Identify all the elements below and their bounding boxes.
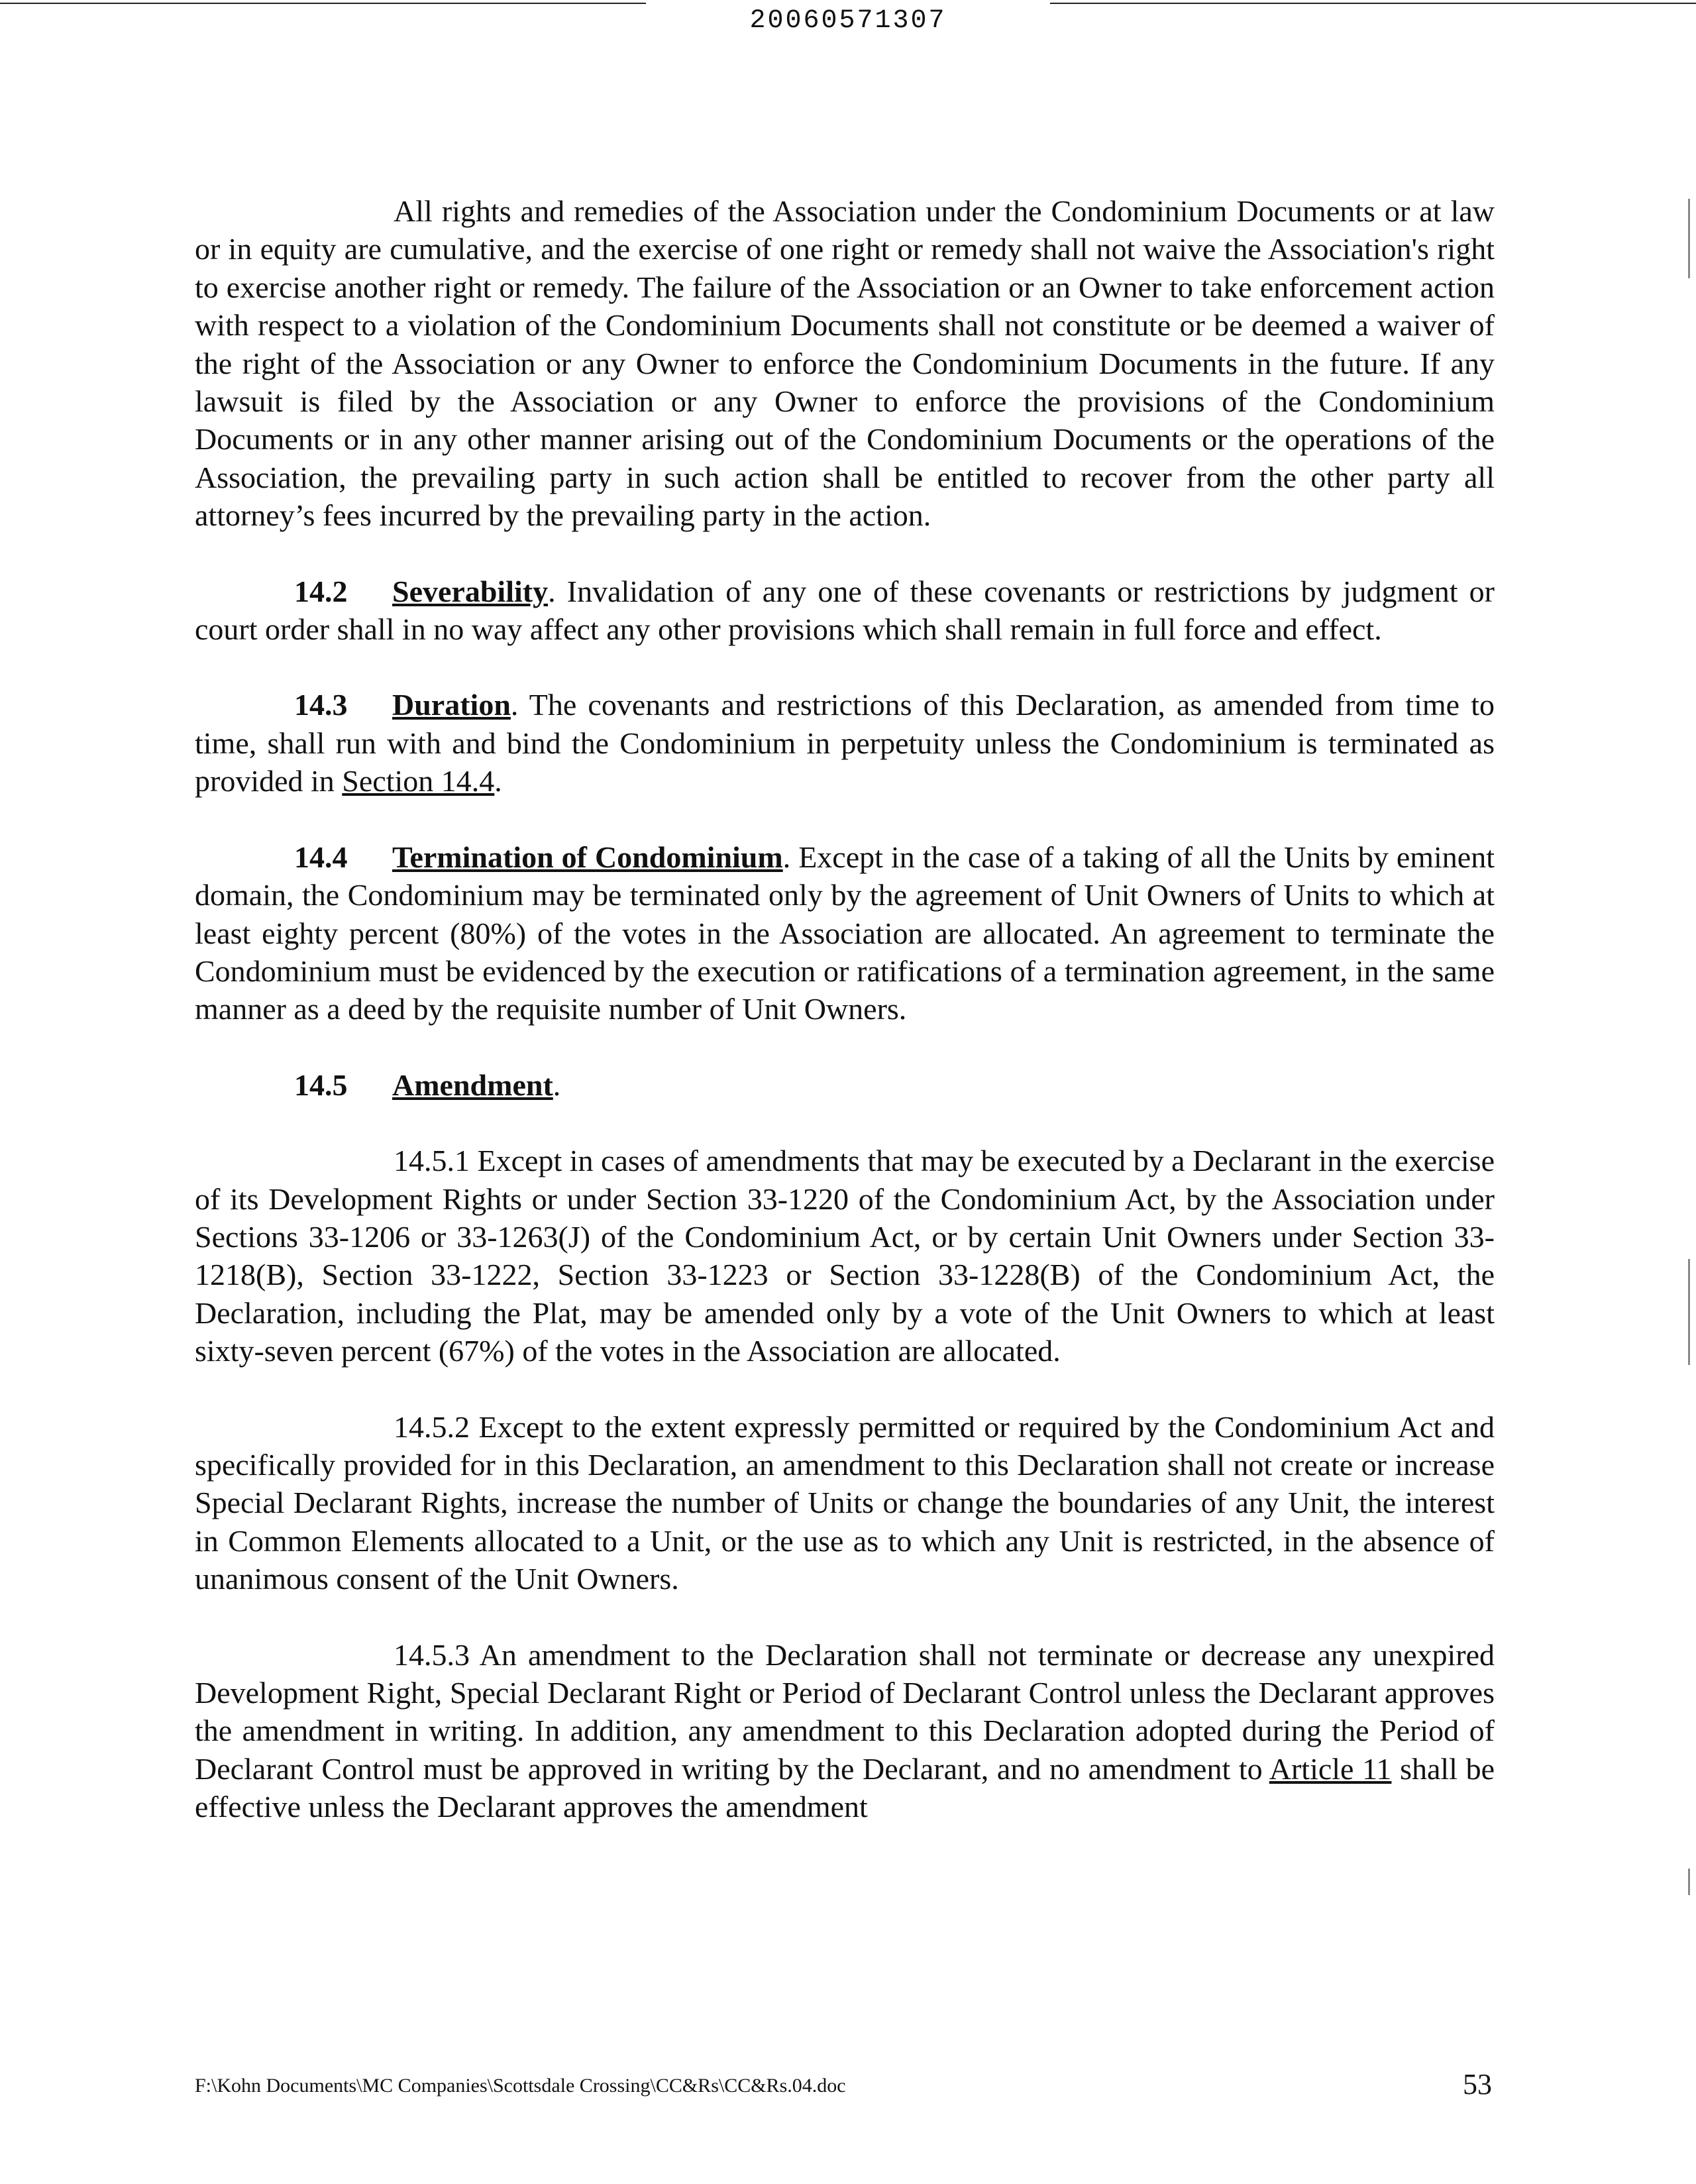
footer-file-path: F:\Kohn Documents\MC Companies\Scottsdale Crossing\CC&Rs\CC&Rs.04.doc: [195, 2075, 846, 2097]
section-number: 14.2: [294, 574, 348, 608]
section-title: Duration: [392, 688, 511, 722]
section-text: . The covenants and restrictions of this Declaration, as amended from time to time, shall run with and bind the Condominium in perpetuity unless the Condominium is terminated as provided in: [195, 688, 1495, 798]
section-14-2: [195, 573, 1495, 649]
section-number: 14.4: [294, 840, 348, 874]
section-text: . Except in the case of a taking of all the Units by eminent domain, the Condominium may be terminated only by the agreement of Unit Owners of Units to which at least eighty percent (80%) of the votes in the Association are allocated. An agreement to terminate the Condominium must be evidenced by the execution or ratifications of a termination agreement, in the same manner as a deed by the requisite number of Unit Owners.: [195, 840, 1495, 1026]
scan-edge-mark: [1688, 1259, 1690, 1365]
section-reference-link: Section 14.4: [342, 764, 495, 798]
recording-number: 20060571307: [749, 6, 947, 36]
subsection-14-5-2: 14.5.2 Except to the extent expressly permitted or required by the Condominium Act and specifically provided for in this Declaration, an amendment to this Declaration shall not create or increase Special Declarant Rights, increase the number of Units or change the boundaries of any Unit, the interest in Common Elements allocated to a Unit, or the use as to which any Unit is restricted, in the absence of unanimous consent of the Unit Owners.: [195, 1409, 1495, 1596]
page-number: 53: [1463, 2068, 1492, 2101]
section-number: 14.5: [294, 1067, 348, 1102]
subsection-text-end: shall be effective unless the Declarant approves the amendment: [195, 1751, 1495, 1824]
section-text-end: .: [494, 764, 502, 798]
section-number: 14.3: [294, 688, 348, 722]
scan-edge-mark: [1688, 1869, 1690, 1895]
section-title: Severability: [392, 574, 549, 608]
section-title: Termination of Condominium: [392, 840, 783, 874]
subsection-14-5-1: 14.5.1 Except in cases of amendments that may be executed by a Declarant in the exercise of its Development Rights or under Section 33-1220 of the Condominium Act, by the Association under Sections 33-1206 or 33-1263(J) of the Condominium Act, or by certain Unit Owners under Section 33-1218(B), Section 33-1222, Section 33-1223 or Section 33-1228(B) of the Condominium Act, the Declaration, including the Plat, may be amended only by a vote of the Unit Owners to which at least sixty-seven percent (67%) of the votes in the Association are allocated.: [195, 1144, 1495, 1368]
subsection-text: 14.5.3 An amendment to the Declaration shall not terminate or decrease any unexpired Development Right, Special Declarant Right or Period of Declarant Control unless the Declarant approves the amendment in writing. In addition, any amendment to this Declaration adopted during the Period of Declarant Control must be approved in writing by the Declarant, and no amendment to: [195, 1637, 1495, 1786]
scan-edge-mark: [1688, 199, 1690, 278]
paragraph-cumulative-remedies: All rights and remedies of the Association under the Condominium Documents or at law or in equity are cumulative, and the exercise of one right or remedy shall not waive the Association's right to exercise another right or remedy. The failure of the Association or an Owner to take enforcement action with respect to a violation of the Condominium Documents shall not constitute or be deemed a waiver of the right of the Association or any Owner to enforce the Condominium Documents in the future. If any lawsuit is filed by the Association or any Owner to enforce the provisions of the Condominium Documents or in any other manner arising out of the Condominium Documents or the operations of the Association, the prevailing party in such action shall be entitled to recover from the other party all attorney’s fees incurred by the prevailing party in the action.: [195, 194, 1495, 533]
article-reference-link: Article 11: [1269, 1751, 1392, 1786]
section-14-4: [195, 838, 1495, 1028]
section-14-5: [195, 1066, 1495, 1104]
section-title: Amendment: [392, 1067, 553, 1102]
subsection-14-5-3: [195, 1636, 1495, 1826]
document-body: [195, 192, 1495, 1864]
section-text-end: .: [553, 1067, 561, 1102]
section-text: . Invalidation of any one of these covenants or restrictions by judgment or court order shall in no way affect any other provisions which shall remain in full force and effect.: [195, 574, 1495, 647]
section-14-3: [195, 686, 1495, 800]
